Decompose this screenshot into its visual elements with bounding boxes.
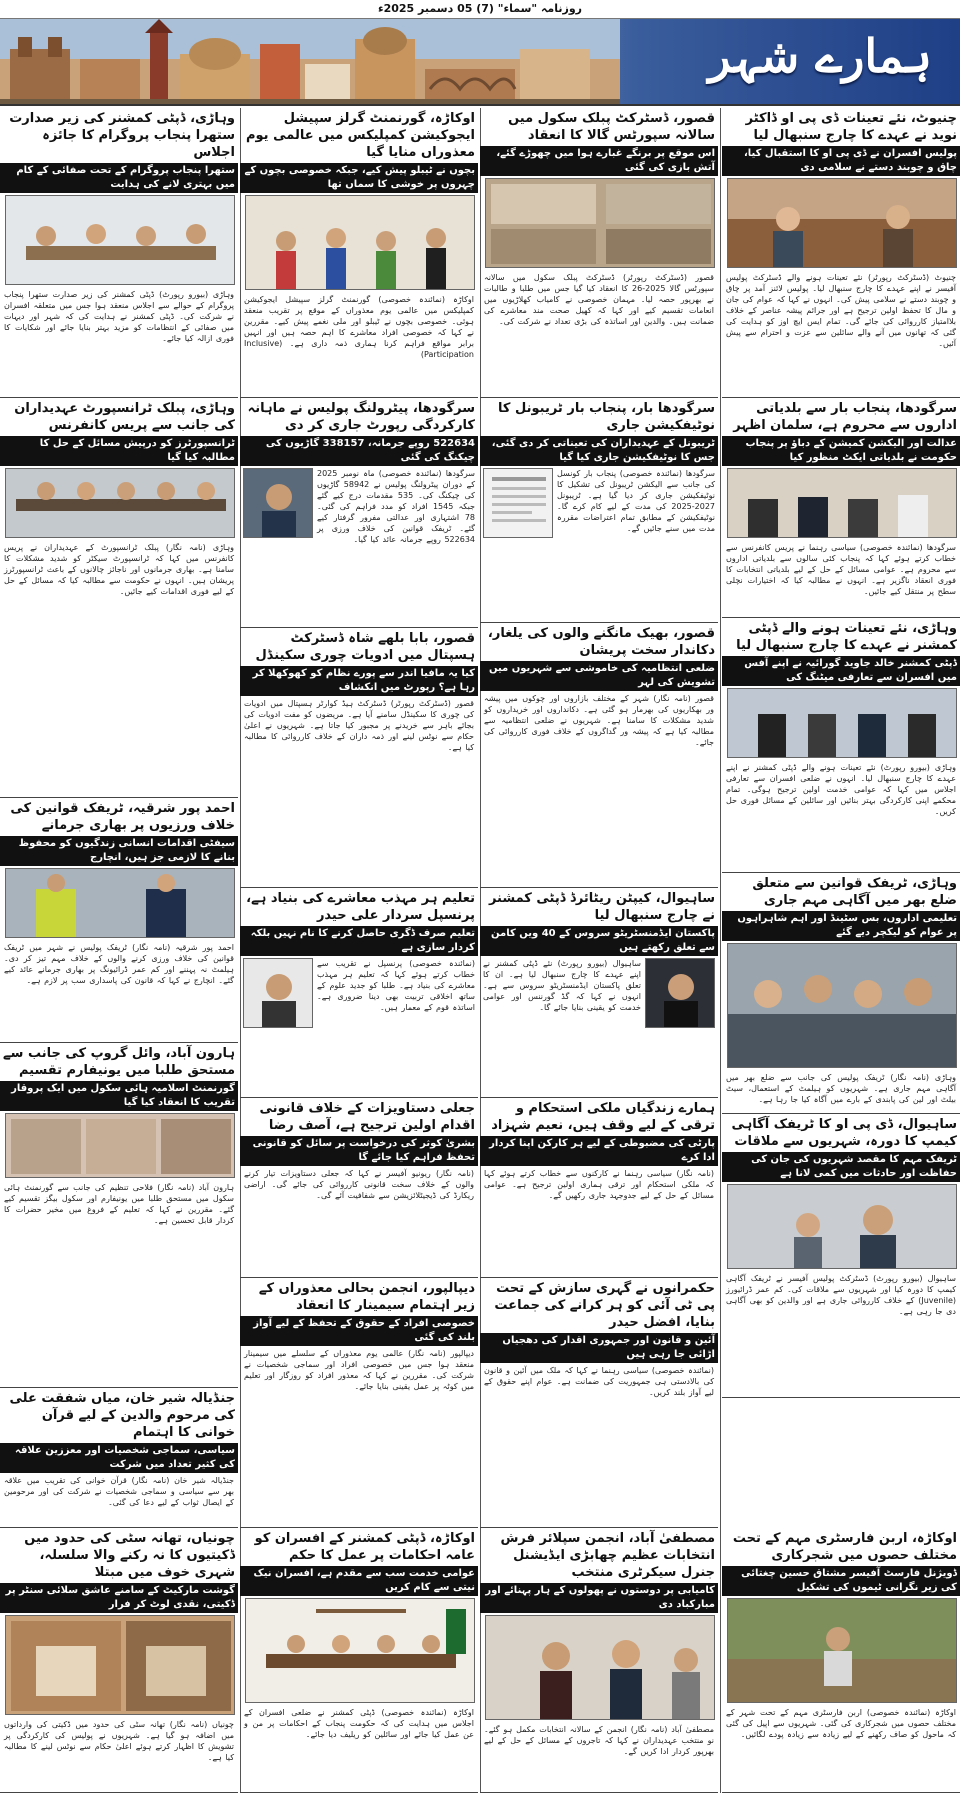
article-subheadline: ڈویژنل فارسٹ آفیسر مشتاق حسین چغتائی کی زیر نگرانی ٹیموں کی تشکیل — [722, 1566, 960, 1596]
article-body: (نامہ نگار) سیاسی رہنما نے کارکنوں سے خطاب کرتے ہوئے کہا کہ ملکی استحکام اور ترقی ہماری اولین ترجیح ہے۔ عوامی مسائل کے حل کے لیے جدوجہد جاری رکھیں گے۔ — [484, 1169, 714, 1200]
article-body: (نمائندہ خصوصی) پرنسپل نے تقریب سے خطاب کرتے ہوئے کہا کہ تعلیم ہر مہذب معاشرے کی بنیاد ہے۔ طلبا کو جدید علوم کے ساتھ اخلاقی تربیت بھی دینا ضروری ہے۔ اساتذہ قوم کے معمار ہیں۔ — [317, 959, 475, 1012]
article-subheadline: آئین و قانون اور جمہوری اقدار کی دھجیاں اڑائی جا رہی ہیں — [480, 1333, 718, 1363]
news-article — [722, 1528, 960, 1793]
news-article — [480, 108, 718, 398]
article-body: وہاڑی (نامہ نگار) پبلک ٹرانسپورٹ کے عہدیداران نے پریس کانفرنس میں کہا کہ ٹرانسپورٹ سیکٹر کو شدید مشکلات کا سامنا ہے۔ بھاری جرمانوں اور ناجائز چالانوں کے باعث ٹرانسپورٹرز پریشان ہیں۔ انہوں نے حکومت سے مطالبہ کیا کہ مسائل کے حل کے لیے فوری اقدامات کیے جائیں۔ — [4, 543, 234, 596]
news-photo — [5, 1615, 235, 1715]
article-body: وہاڑی (بیورو رپورٹ) ڈپٹی کمشنر کی زیر صدارت ستھرا پنجاب پروگرام کے حوالے سے اجلاس منعقد ہوا جس میں متعلقہ افسران نے شرکت کی۔ ڈپٹی کمشنر نے ہدایت کی کہ شہر اور دیہات میں صفائی کے انتظامات کو مزید بہتر بنایا جائے اور شکایات کا فوری ازالہ کیا جائے۔ — [4, 290, 234, 343]
news-article — [0, 1388, 238, 1528]
article-subheadline: تعلیمی اداروں، بس سٹینڈ اور اہم شاہراہوں پر عوام کو لیکچر دیے گئے — [722, 911, 960, 941]
article-subheadline: سیفٹی اقدامات انسانی زندگیوں کو محفوظ بنانے کا لازمی جز ہیں، انچارج — [0, 836, 238, 866]
news-photo — [727, 178, 957, 268]
article-row — [240, 956, 478, 1030]
column-2 — [480, 108, 718, 1793]
article-subheadline: اس موقع پر برنگے غبارے ہوا میں چھوڑے گئے، آتش بازی کی گئی — [480, 146, 718, 176]
news-article — [0, 1043, 238, 1388]
portrait-photo — [243, 958, 313, 1028]
news-article — [240, 628, 478, 888]
column-divider — [720, 108, 721, 1793]
article-body: (نمائندہ خصوصی) سیاسی رہنما نے کہا کہ ملک میں آئین و قانون کی بالادستی ہی جمہوریت کی ضمانت ہے۔ عوام اپنے حقوق کے لیے آواز بلند کریں۔ — [484, 1366, 714, 1397]
article-body: وہاڑی (بیورو رپورٹ) نئے تعینات ہونے والے ڈپٹی کمشنر نے اپنے عہدے کا چارج سنبھال لیا۔ انہوں نے ضلعی افسران سے تعارفی اجلاس میں کہا کہ عوامی خدمت اولین ترجیح ہوگی۔ تمام محکمے اپنی کارکردگی بہتر بنائیں اور سائلین کے مسائل فوری حل کریں۔ — [726, 763, 956, 816]
article-headline: جعلی دستاویزات کے خلاف قانونی اقدام اولین ترجیح ہے، آصف رضا — [259, 1101, 475, 1133]
news-article — [240, 398, 478, 628]
news-photo — [727, 943, 957, 1068]
article-subheadline: بچوں نے ٹیبلو پیش کیے، جبکہ خصوصی بچوں کے چہروں پر خوشی کا سماں تھا — [240, 163, 478, 193]
article-subheadline: گوشت مارکیٹ کے سامنے عاشق سلائی سنٹر پر ڈکیتی، نقدی لوٹ کر فرار — [0, 1583, 238, 1613]
article-headline: چنیوٹ، نئے تعینات ڈی پی او ڈاکٹر نوید نے عہدے کا چارج سنبھال لیا — [745, 111, 957, 143]
news-article — [480, 1278, 718, 1528]
article-headline: جنڈیالہ شیر خان، میاں شفقت علی کی مرحوم والدین کے لیے قرآن خوانی کا اہتمام — [9, 1391, 235, 1440]
article-subheadline: گورنمنٹ اسلامیہ ہائی سکول میں ایک پروقار تقریب کا انعقاد کیا گیا — [0, 1081, 238, 1111]
article-subheadline: عدالت اور الیکشن کمیشن کے دباؤ پر پنجاب حکومت نے بلدیاتی ایکٹ منظور کیا — [722, 436, 960, 466]
news-photo — [727, 1184, 957, 1269]
article-headline: وہاڑی، ٹریفک قوانین سے متعلق ضلع بھر میں آگاہی مہم جاری — [752, 876, 957, 908]
article-body: ساہیوال (بیورو رپورٹ) نئے ڈپٹی کمشنر نے اپنے عہدے کا چارج سنبھال لیا ہے۔ ان کا تعلق پاکستان ایڈمنسٹریٹو سروس سے ہے۔ انہوں نے کہا کہ گڈ گورننس اور عوامی خدمت کو یقینی بنایا جائے گا۔ — [483, 959, 641, 1012]
news-article — [480, 1098, 718, 1278]
news-photo — [485, 1615, 715, 1720]
article-headline: مصطفیٰ آباد، انجمن سپلائر فرش انتخابات عظیم چھابڑی ایڈیشنل جنرل سیکرٹری منتخب — [500, 1531, 715, 1580]
news-article — [722, 108, 960, 398]
news-article — [480, 398, 718, 623]
article-subheadline: پارٹی کی مضبوطی کے لیے ہر کارکن اپنا کردار ادا کرے — [480, 1136, 718, 1166]
article-headline: سرگودھا، پیٹرولنگ پولیس نے ماہانہ کارکردگی رپورٹ جاری کر دی — [247, 401, 475, 433]
article-subheadline: خصوصی افراد کے حقوق کے تحفظ کے لیے آواز بلند کی گئی — [240, 1316, 478, 1346]
news-article — [240, 1098, 478, 1278]
article-subheadline: ضلعی انتظامیہ کی خاموشی سے شہریوں میں تشویش کی لہر — [480, 661, 718, 691]
news-photo — [727, 1598, 957, 1703]
article-body: مصطفیٰ آباد (نامہ نگار) انجمن کے سالانہ انتخابات مکمل ہو گئے۔ نو منتخب عہدیداران نے کہا کہ تاجروں کے مسائل کے حل کے لیے بھرپور کردار ادا کریں گے۔ — [484, 1725, 714, 1756]
news-article — [240, 888, 478, 1098]
article-body: دیپالپور (نامہ نگار) عالمی یوم معذوراں کے سلسلے میں سیمینار منعقد ہوا جس میں خصوصی افراد اور سماجی شخصیات نے شرکت کی۔ مقررین نے کہا کہ معذور افراد کو روزگار اور تعلیم میں کوٹہ پر عمل یقینی بنایا جائے۔ — [244, 1349, 474, 1391]
article-subheadline: پولیس افسران نے ڈی پی او کا استقبال کیا، چاق و چوبند دستے نے سلامی دی — [722, 146, 960, 176]
article-body: چنیوٹ (ڈسٹرکٹ رپورٹر) نئے تعینات ہونے والے ڈسٹرکٹ پولیس آفیسر نے اپنے عہدے کا چارج سنبھال لیا۔ پولیس لائنز آمد پر چاق و چوبند دستے نے سلامی پیش کی۔ انہوں نے کہا کہ عوام کی جان و مال کا تحفظ اولین ترجیح ہے اور جرائم پیشہ عناصر کے خلاف بلاامتیاز کارروائی کی جائے گی۔ تمام ایس ایچ اوز کو ہدایت کی گئی کہ تھانوں میں آنے والے سائلین سے عزت و احترام سے پیش آئیں۔ — [726, 273, 956, 348]
article-row — [240, 466, 478, 547]
article-body: قصور (نامہ نگار) شہر کے مختلف بازاروں اور چوکوں میں پیشہ ور بھکاریوں کی بھرمار ہو گئی ہے۔ دکانداروں اور خریداروں کو شدید مشکلات کا سامنا ہے۔ شہریوں نے ضلعی انتظامیہ سے مطالبہ کیا ہے کہ پیشہ ور گداگروں کے خلاف فوری کارروائی کی جائے۔ — [484, 694, 714, 747]
news-photo — [5, 868, 235, 938]
article-subheadline: عوامی خدمت سب سے مقدم ہے، افسران نیک نیتی سے کام کریں — [240, 1566, 478, 1596]
article-subheadline: کیا یہ مافیا اندر سے پورے نظام کو کھوکھلا کر رہا ہے؟ رپورٹ میں انکشاف — [240, 666, 478, 696]
article-headline: ساہیوال، ڈی پی او کا ٹریفک آگاہی کیمپ کا دورہ، شہریوں سے ملاقات — [722, 1113, 960, 1152]
news-article — [240, 1278, 478, 1528]
article-headline: سرگودھا بار، پنجاب بار ٹریبونل کا نوٹیفکیشن جاری — [498, 401, 715, 433]
article-subheadline: 522634 روپے جرمانہ، 338157 گاڑیوں کی چیکنگ کی گئی — [240, 436, 478, 466]
article-row — [480, 956, 718, 1030]
article-subheadline: تعلیم صرف ڈگری حاصل کرنے کا نام نہیں بلکہ کردار سازی ہے — [240, 926, 478, 956]
news-article — [0, 108, 238, 398]
article-headline: وہاڑی، نئے تعینات ہونے والے ڈپٹی کمشنر نے عہدے کا چارج سنبھال لیا — [736, 621, 957, 653]
article-subheadline: بشریٰ کوثر کی درخواست پر سائل کو قانونی تحفظ فراہم کیا جائے گا — [240, 1136, 478, 1166]
article-headline: قصور، ڈسٹرکٹ پبلک سکول میں سالانہ سپورٹس گالا کا انعقاد — [508, 111, 715, 143]
news-photo — [5, 468, 235, 538]
news-photo — [5, 195, 235, 285]
article-headline: سرگودھا، پنجاب بار سے بلدیاتی اداروں سے محروم ہے، سلمان اظہر — [733, 401, 957, 433]
article-headline: ہمارے زندگیاں ملکی استحکام و ترقی کے لیے وقف ہیں، نعیم شہزاد — [491, 1101, 715, 1133]
article-headline: وہاڑی، پبلک ٹرانسپورٹ عہدیداران کی جانب سے پریس کانفرنس — [14, 401, 235, 433]
notification-image — [483, 468, 553, 538]
news-article — [722, 873, 960, 1398]
news-article — [722, 618, 960, 873]
article-subheadline: ٹریبونل کے عہدیداران کی تعیناتی کر دی گئی، جس کا نوٹیفکیشن جاری کیا گیا — [480, 436, 718, 466]
news-photo — [727, 688, 957, 758]
article-body: اوکاڑہ (نمائندہ خصوصی) ڈپٹی کمشنر نے ضلعی افسران کے اجلاس میں ہدایت کی کہ حکومت پنجاب کے احکامات پر من و عن عمل کیا جائے اور سائلین کو ریلیف دیا جائے۔ — [244, 1708, 474, 1739]
portrait-photo — [645, 958, 715, 1028]
news-article — [0, 398, 238, 798]
article-headline: حکمرانوں نے گہری سازش کے تحت پی ٹی آئی کو ہر کرانے کی جماعت بنایا، افضل حیدر — [494, 1281, 715, 1330]
news-article — [240, 1528, 478, 1793]
news-photo — [245, 1598, 475, 1703]
news-article — [0, 1528, 238, 1793]
news-photo — [245, 195, 475, 290]
masthead-title: ہمارے شہر — [708, 29, 932, 83]
article-body: جنڈیالہ شیر خان (نامہ نگار) قرآن خوانی کی تقریب میں علاقہ بھر سے سیاسی و سماجی شخصیات نے شرکت کی اور مرحومین کے ایصال ثواب کے لیے دعا کی گئی۔ — [4, 1476, 234, 1507]
article-headline: چونیاں، تھانہ سٹی کی حدود میں ڈکیتیوں کا نہ رکنے والا سلسلہ، شہری خوف میں مبتلا — [24, 1531, 235, 1580]
article-subheadline: کامیابی پر دوستوں نے پھولوں کے ہار پہنائے اور مبارکباد دی — [480, 1583, 718, 1613]
article-headline: قصور، بھیک مانگنے والوں کی یلغار، دکاندار سخت پریشان — [487, 626, 715, 658]
article-body: قصور (ڈسٹرکٹ رپورٹر) ڈسٹرکٹ پبلک سکول میں سالانہ سپورٹس گالا 2025-26 کا انعقاد کیا گیا جس میں طلبا و طالبات نے بھرپور حصہ لیا۔ مہمان خصوصی نے کامیاب کھلاڑیوں میں انعامات تقسیم کیے اور کہا کہ کھیل صحت مند معاشرے کی ضمانت ہیں۔ والدین اور اساتذہ کی بڑی تعداد نے شرکت کی۔ — [484, 273, 714, 326]
article-subheadline: ٹریفک مہم کا مقصد شہریوں کی جان کی حفاظت اور حادثات میں کمی لانا ہے — [722, 1152, 960, 1182]
column-3 — [240, 108, 478, 1793]
news-article — [480, 1528, 718, 1793]
news-photo — [485, 178, 715, 268]
article-headline: ہارون آباد، وائل گروپ کی جانب سے مستحق طلبا میں یونیفارم تقسیم — [3, 1046, 235, 1078]
article-headline: تعلیم ہر مہذب معاشرے کی بنیاد ہے، پرنسپل سردار علی حیدر — [246, 891, 475, 923]
article-body: سرگودھا (نمائندہ خصوصی) پنجاب بار کونسل کی جانب سے الیکشن ٹریبونل کی تشکیل کا نوٹیفکیشن جاری کر دیا گیا ہے۔ ٹریبونل 2027-2025 کی مدت کے لیے کام کرے گا۔ نوٹیفکیشن کے مطابق تمام اعتراضات مقررہ مدت میں سنے جائیں گے۔ — [557, 469, 715, 533]
article-subheadline: ڈپٹی کمشنر خالد جاوید گورائیہ نے اپنے آفس میں افسران سے تعارفی میٹنگ کی — [722, 656, 960, 686]
article-body: احمد پور شرقیہ (نامہ نگار) ٹریفک پولیس نے شہر میں ٹریفک قوانین کی خلاف ورزی کرنے والوں کے خلاف مہم تیز کر دی۔ ہیلمٹ نہ پہننے اور کم عمر ڈرائیونگ پر بھاری جرمانے عائد کیے گئے۔ انچارج نے کہا کہ قانون کی پاسداری سب پر لازم ہے۔ — [4, 943, 234, 985]
article-headline: اوکاڑہ، گورنمنٹ گرلز سپیشل ایجوکیشن کمپلیکس میں عالمی یوم معذوراں منایا گیا — [245, 111, 475, 160]
news-article — [480, 623, 718, 888]
article-headline: ساہیوال، کیپٹن ریٹائرڈ ڈپٹی کمشنر نے چارج سنبھال لیا — [488, 891, 715, 923]
article-subheadline: ستھرا پنجاب پروگرام کے تحت صفائی کے کام میں بہتری لانے کی ہدایت — [0, 163, 238, 193]
city-landmarks-collage — [0, 19, 620, 106]
newspaper-grid — [0, 108, 960, 1793]
article-headline: اوکاڑہ، ڈپٹی کمشنر کے افسران کو عامہ احکامات پر عمل کا حکم — [254, 1531, 475, 1563]
article-headline: اوکاڑہ، اربن فارسٹری مہم کے تحت مختلف حصوں میں شجرکاری — [732, 1531, 957, 1563]
article-headline: دیپالپور، انجمن بحالی معذوراں کے زیر اہتمام سیمینار کا انعقاد — [258, 1281, 475, 1313]
news-article — [722, 398, 960, 618]
article-body: ہارون آباد (نامہ نگار) فلاحی تنظیم کی جانب سے گورنمنٹ ہائی سکول میں مستحق طلبا میں یونیفارم اور سکول بیگز تقسیم کیے گئے۔ مقررین نے کہا کہ تعلیم کے فروغ میں مخیر حضرات کا کردار قابل تحسین ہے۔ — [4, 1183, 234, 1225]
article-body: (نامہ نگار) ریونیو آفیسر نے کہا کہ جعلی دستاویزات تیار کرنے والوں کے خلاف سخت قانونی کارروائی کی جائے گی۔ اراضی ریکارڈ کی ڈیجیٹلائزیشن سے شفافیت آئے گی۔ — [244, 1169, 474, 1200]
officer-portrait — [243, 468, 313, 538]
news-photo — [5, 1113, 235, 1178]
news-photo — [727, 468, 957, 538]
article-subheadline: پاکستان ایڈمنسٹریٹو سروس کے 40 ویں کامن سے تعلق رکھتے ہیں — [480, 926, 718, 956]
article-body: اوکاڑہ (نمائندہ خصوصی) اربن فارسٹری مہم کے تحت شہر کے مختلف حصوں میں شجرکاری کی گئی۔ شہریوں سے اپیل کی گئی کہ ماحول کو صاف رکھنے کے لیے زیادہ سے زیادہ پودے لگائیں۔ — [726, 1708, 956, 1739]
column-4 — [0, 108, 238, 1793]
article-body: سرگودھا (نمائندہ خصوصی) سیاسی رہنما نے پریس کانفرنس سے خطاب کرتے ہوئے کہا کہ پنجاب کئی سالوں سے بلدیاتی اداروں سے محروم ہے۔ عوامی مسائل کے حل کے لیے بلدیاتی انتخابات کا فوری انعقاد ناگزیر ہے۔ انہوں نے مطالبہ کیا کہ اختیارات نچلی سطح پر منتقل کیے جائیں۔ — [726, 543, 956, 596]
article-subheadline: ٹرانسپورٹرز کو درپیش مسائل کے حل کا مطالبہ کیا گیا — [0, 436, 238, 466]
masthead-banner — [0, 18, 960, 106]
news-article — [240, 108, 478, 398]
article-body: سرگودھا (نمائندہ خصوصی) ماہ نومبر 2025 کے دوران پیٹرولنگ پولیس نے 58942 گاڑیوں کی چیکنگ کی۔ 535 مقدمات درج کیے گئے جبکہ 1545 افراد کو مدد فراہم کی گئی۔ 78 اشتہاری اور عدالتی مفرور گرفتار کیے گئے۔ ٹریفک قوانین کی خلاف ورزی پر 522634 روپے جرمانہ عائد کیا گیا۔ — [317, 469, 476, 544]
column-1 — [722, 108, 960, 1793]
article-subheadline: سیاسی، سماجی شخصیات اور معززین علاقہ کی کثیر تعداد میں شرکت — [0, 1443, 238, 1473]
news-article — [0, 798, 238, 1043]
article-body: ساہیوال (بیورو رپورٹ) ڈسٹرکٹ پولیس آفیسر نے ٹریفک آگاہی کیمپ کا دورہ کیا اور شہریوں سے ملاقات کی۔ کم عمر ڈرائیورز (Juvenile) کے خلاف کارروائی جاری ہے اور والدین کو بھی آگاہی دی جا رہی ہے۔ — [726, 1274, 956, 1316]
article-headline: وہاڑی، ڈپٹی کمشنر کی زیر صدارت ستھرا پنجاب پروگرام کا جائزہ اجلاس — [9, 111, 235, 160]
article-body: قصور (ڈسٹرکٹ رپورٹر) ڈسٹرکٹ ہیڈ کوارٹر ہسپتال میں ادویات کی چوری کا سکینڈل سامنے آیا ہے۔ مریضوں کو مفت ادویات کی بجائے باہر سے خریدنے پر مجبور کیا جاتا ہے۔ شہریوں نے اعلیٰ حکام سے نوٹس لینے اور ذمہ داران کے خلاف کارروائی کا مطالبہ کیا ہے۔ — [244, 699, 474, 752]
article-row — [480, 466, 718, 540]
article-headline: قصور، بابا بلھے شاہ ڈسٹرکٹ ہسپتال میں ادویات چوری سکینڈل — [255, 631, 475, 663]
news-article — [480, 888, 718, 1098]
edition-line: روزنامہ "سماء" (7) 05 دسمبر 2025ء — [377, 2, 583, 15]
article-body: اوکاڑہ (نمائندہ خصوصی) گورنمنٹ گرلز سپیشل ایجوکیشن کمپلیکس میں عالمی یوم معذوراں کے موقع پر تقریب منعقد ہوئی۔ خصوصی بچوں نے ٹیبلو اور ملی نغمے پیش کیے۔ مقررین نے کہا کہ خصوصی افراد معاشرے کا اہم حصہ ہیں اور انہیں برابر مواقع فراہم کرنا ہماری ذمہ داری ہے۔ (Inclusive Participation) — [244, 295, 474, 359]
article-headline: احمد پور شرقیہ، ٹریفک قوانین کی خلاف ورزیوں پر بھاری جرمانے — [10, 801, 235, 833]
article-body: وہاڑی (نامہ نگار) ٹریفک پولیس کی جانب سے ضلع بھر میں آگاہی مہم جاری ہے۔ شہریوں کو ہیلمٹ کے استعمال، سیٹ بیلٹ اور لین کی پابندی کے بارے میں آگاہ کیا جا رہا ہے۔ — [726, 1073, 956, 1104]
article-body: چونیاں (نامہ نگار) تھانہ سٹی کی حدود میں ڈکیتی کی وارداتوں میں اضافہ ہو گیا ہے۔ شہریوں نے پولیس کی کارکردگی پر تشویش کا اظہار کرتے ہوئے اعلیٰ حکام سے نوٹس لینے کا مطالبہ کیا ہے۔ — [4, 1720, 234, 1762]
